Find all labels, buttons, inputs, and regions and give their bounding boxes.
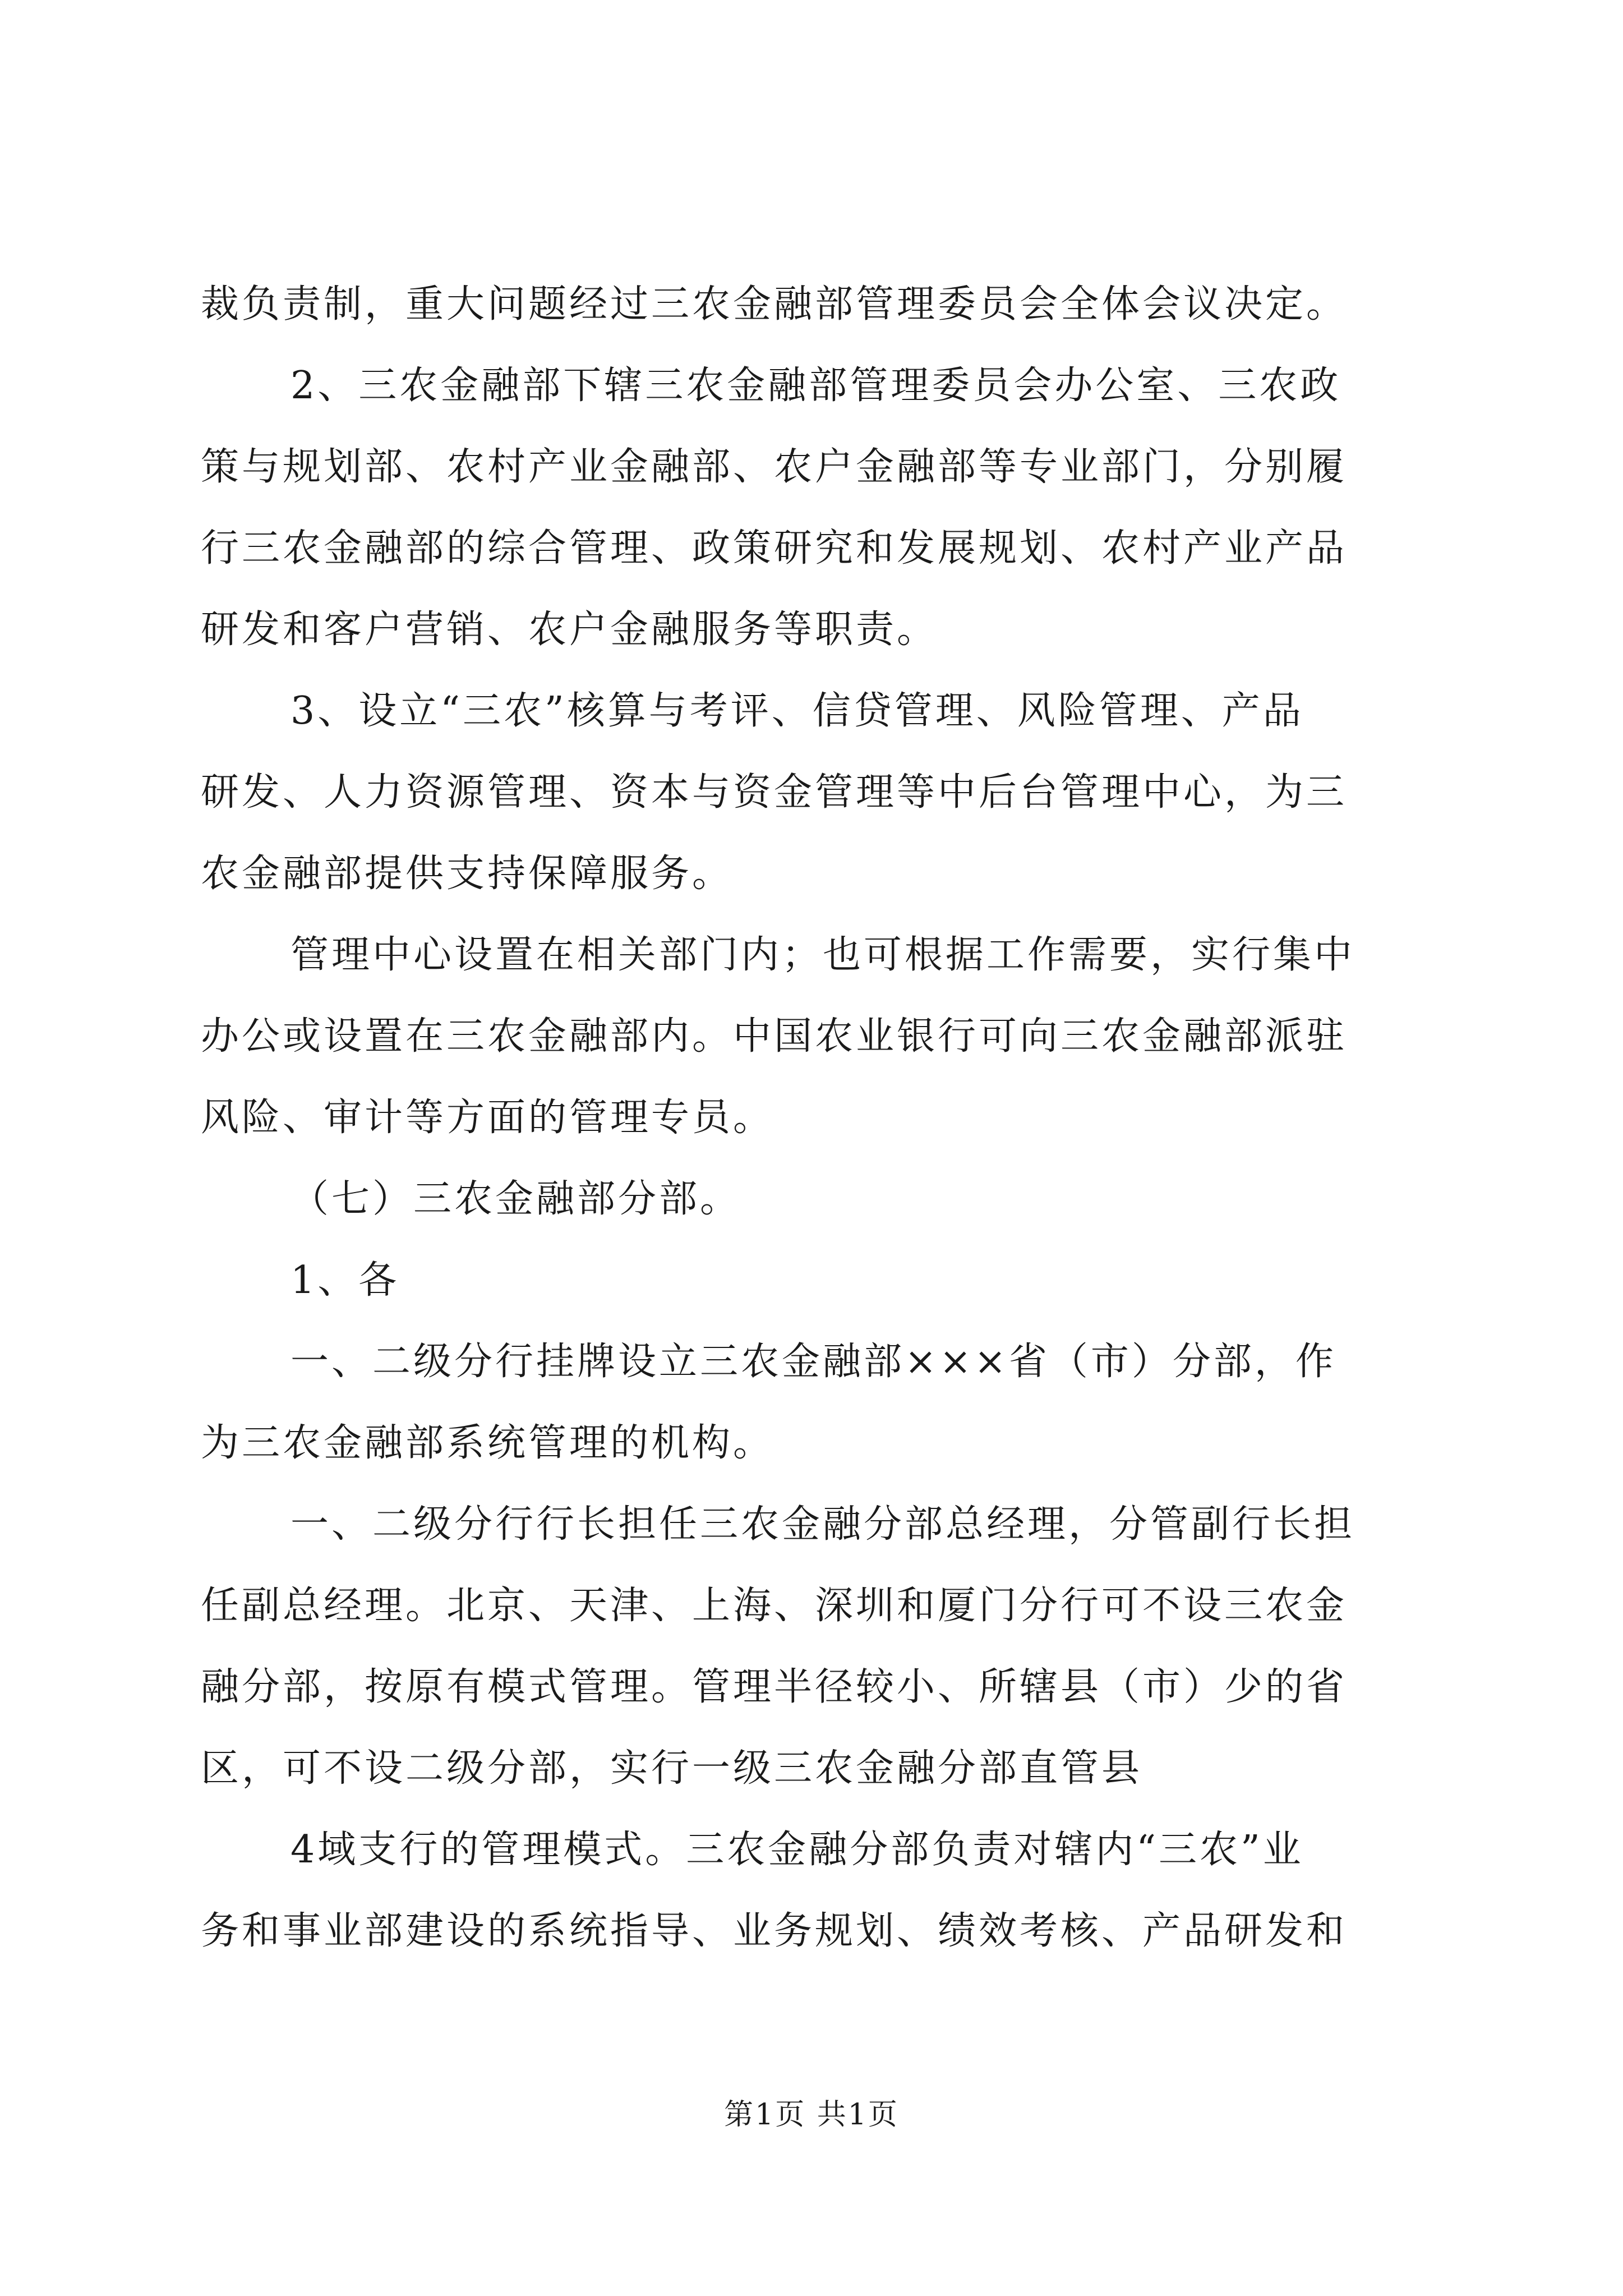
text-line: 2、三农金融部下辖三农金融部管理委员会办公室、三农政	[291, 364, 1341, 408]
page-number: 第1页 共1页	[724, 2098, 899, 2132]
text-line: 4域支行的管理模式。三农金融分部负责对辖内“三农”业	[291, 1828, 1304, 1872]
text-line: 研发和客户营销、农户金融服务等职责。	[201, 608, 938, 652]
text-line: 风险、审计等方面的管理专员。	[201, 1096, 774, 1140]
page-footer	[0, 2095, 1623, 2134]
text-line: 行三农金融部的综合管理、政策研究和发展规划、农村产业产品	[201, 526, 1348, 570]
text-line: 1、各	[291, 1258, 400, 1303]
text-line: 为三农金融部系统管理的机构。	[201, 1421, 774, 1465]
text-line: 3、设立“三农”核算与考评、信贷管理、风险管理、产品	[291, 689, 1304, 733]
text-line: 区，可不设二级分部，实行一级三农金融分部直管县	[201, 1746, 1143, 1791]
document-body	[201, 264, 1429, 1972]
section-heading: （七）三农金融部分部。	[291, 1177, 741, 1221]
text-line: 任副总经理。北京、天津、上海、深圳和厦门分行可不设三农金	[201, 1584, 1348, 1628]
text-line: 策与规划部、农村产业金融部、农户金融部等专业部门，分别履	[201, 445, 1348, 489]
text-line: 研发、人力资源管理、资本与资金管理等中后台管理中心，为三	[201, 770, 1348, 815]
text-line: 务和事业部建设的系统指导、业务规划、绩效考核、产品研发和	[201, 1909, 1348, 1953]
text-line: 一、二级分行挂牌设立三农金融部×××省（市）分部，作	[291, 1340, 1336, 1384]
text-line: 农金融部提供支持保障服务。	[201, 852, 734, 896]
text-line: 融分部，按原有模式管理。管理半径较小、所辖县（市）少的省	[201, 1665, 1348, 1709]
text-line: 管理中心设置在相关部门内；也可根据工作需要，实行集中	[291, 933, 1355, 977]
text-line: 裁负责制，重大问题经过三农金融部管理委员会全体会议决定。	[201, 282, 1348, 326]
text-line: 一、二级分行行长担任三农金融分部总经理，分管副行长担	[291, 1502, 1355, 1547]
text-line: 办公或设置在三农金融部内。中国农业银行可向三农金融部派驻	[201, 1014, 1348, 1059]
